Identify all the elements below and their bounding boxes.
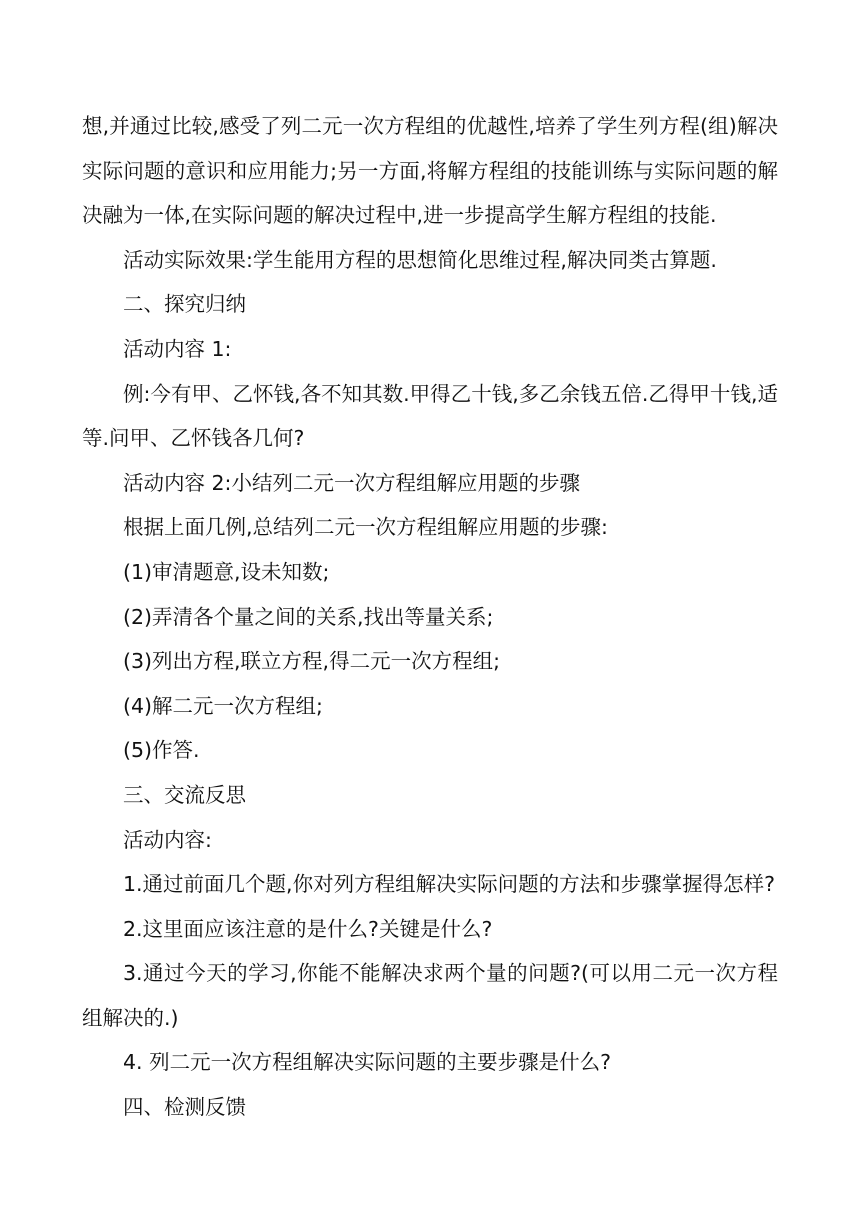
step-item-5: (5)作答. [123, 738, 200, 763]
section-heading-feedback: 四、检测反馈 [123, 1095, 246, 1120]
document-page [82, 104, 778, 1130]
question-item-3: 3.通过今天的学习,你能不能解决求两个量的问题?(可以用二元一次方程组解决的.) [82, 961, 778, 1030]
paragraph-activity-content-1: 活动内容 1: [123, 336, 232, 361]
question-item-1: 1.通过前面几个题,你对列方程组解决实际问题的方法和步骤掌握得怎样? [123, 872, 775, 897]
question-item-2: 2.这里面应该注意的是什么?关键是什么? [123, 916, 493, 941]
paragraph-activity-content-2: 活动内容 2:小结列二元一次方程组解应用题的步骤 [123, 470, 580, 495]
step-item-1: (1)审清题意,设未知数; [123, 559, 330, 584]
step-item-3: (3)列出方程,联立方程,得二元一次方程组; [123, 649, 500, 674]
paragraph-intro-continuation: 想,并通过比较,感受了列二元一次方程组的优越性,培养了学生列方程(组)解决实际问题的意识和应用能力;另一方面,将解方程组的技能训练与实际问题的解决融为一体,在实际问题的解决过程中,进一步提高学生解方程组的技能. [82, 114, 778, 228]
section-heading-explore: 二、探究归纳 [123, 292, 246, 317]
step-item-4: (4)解二元一次方程组; [123, 693, 323, 718]
paragraph-activity-content: 活动内容: [123, 827, 212, 852]
question-item-4: 4. 列二元一次方程组解决实际问题的主要步骤是什么? [123, 1050, 611, 1075]
paragraph-summary-intro: 根据上面几例,总结列二元一次方程组解应用题的步骤: [123, 515, 608, 540]
step-item-2: (2)弄清各个量之间的关系,找出等量关系; [123, 604, 494, 629]
paragraph-example-problem: 例:今有甲、乙怀钱,各不知其数.甲得乙十钱,多乙余钱五倍.乙得甲十钱,适等.问甲、乙怀钱各几何? [82, 381, 778, 451]
paragraph-activity-effect: 活动实际效果:学生能用方程的思想简化思维过程,解决同类古算题. [123, 247, 717, 272]
section-heading-reflect: 三、交流反思 [123, 782, 246, 807]
